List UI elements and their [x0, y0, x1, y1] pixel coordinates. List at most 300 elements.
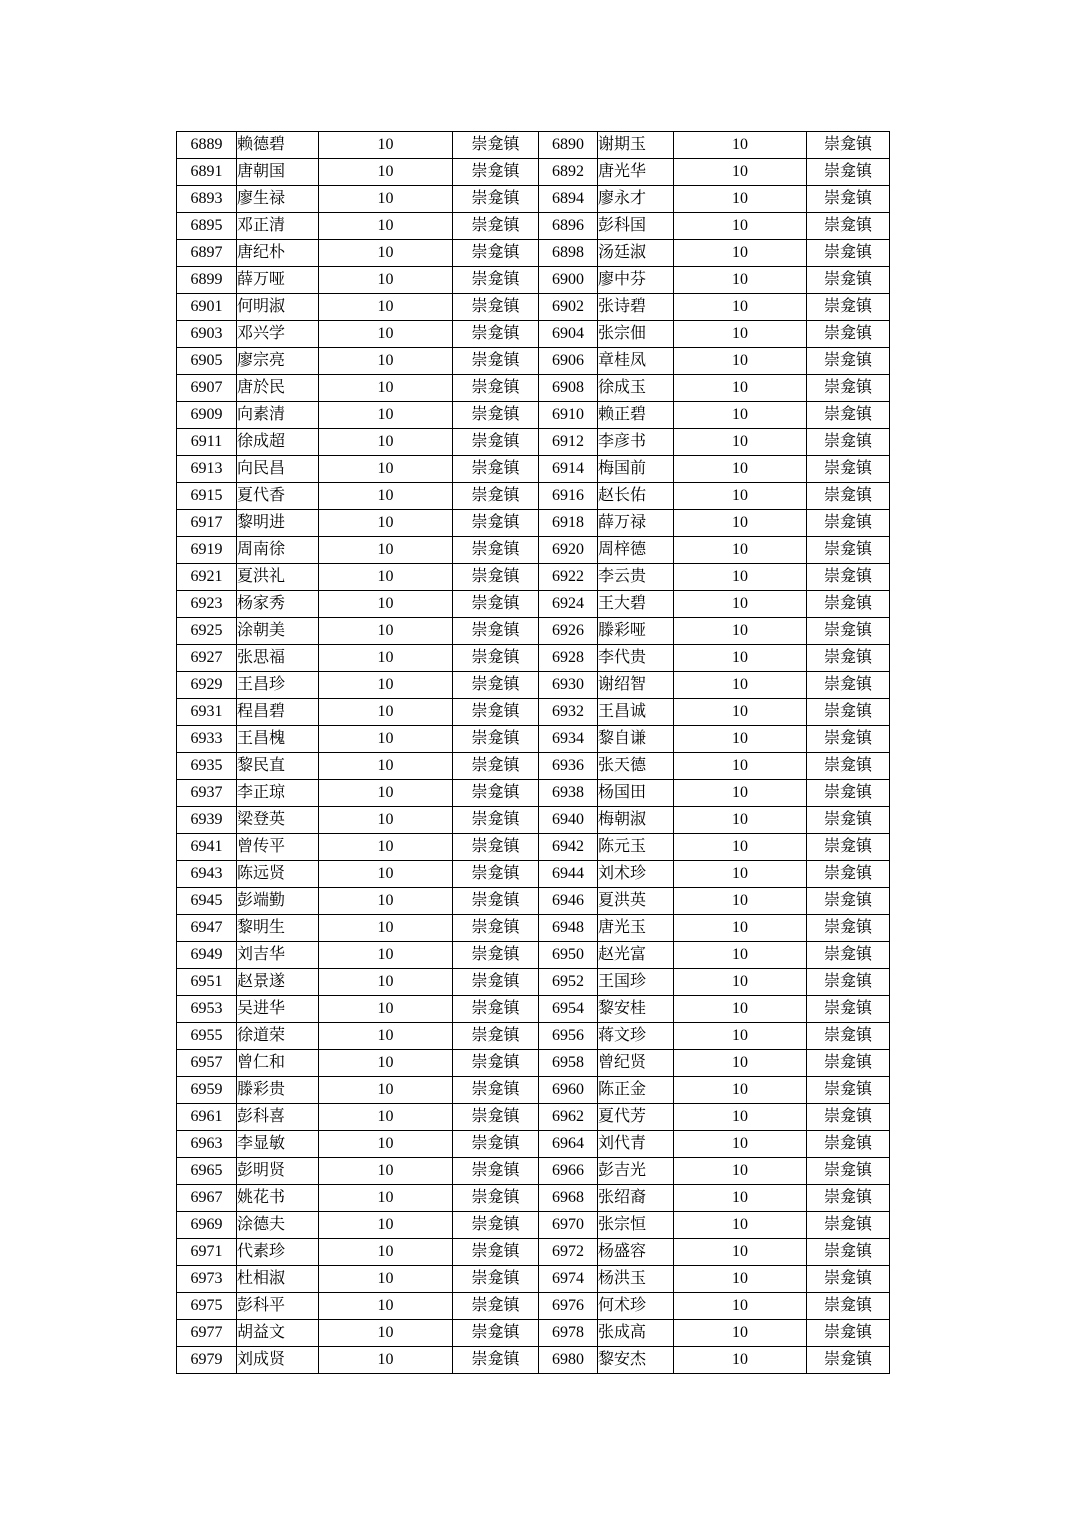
cell-amount-right: 10 [674, 1293, 807, 1320]
table-row [177, 159, 890, 186]
cell-name-left: 赵景遂 [237, 969, 319, 996]
cell-name-left: 邓兴学 [237, 321, 319, 348]
cell-town-left: 崇龛镇 [453, 861, 539, 888]
cell-id-left: 6917 [177, 510, 237, 537]
table-row [177, 402, 890, 429]
cell-town-left: 崇龛镇 [453, 132, 539, 159]
cell-amount-left: 10 [319, 1185, 453, 1212]
cell-id-left: 6979 [177, 1347, 237, 1374]
cell-amount-right: 10 [674, 564, 807, 591]
cell-amount-left: 10 [319, 996, 453, 1023]
cell-town-left: 崇龛镇 [453, 1266, 539, 1293]
cell-id-right: 6940 [539, 807, 598, 834]
cell-town-right: 崇龛镇 [807, 1320, 890, 1347]
cell-name-right: 薛万禄 [598, 510, 674, 537]
cell-id-right: 6978 [539, 1320, 598, 1347]
cell-name-left: 唐纪朴 [237, 240, 319, 267]
cell-id-right: 6936 [539, 753, 598, 780]
table-row [177, 483, 890, 510]
cell-town-right: 崇龛镇 [807, 807, 890, 834]
cell-amount-right: 10 [674, 699, 807, 726]
cell-name-left: 王昌珍 [237, 672, 319, 699]
cell-name-left: 张思福 [237, 645, 319, 672]
cell-name-right: 周梓德 [598, 537, 674, 564]
cell-name-right: 张天德 [598, 753, 674, 780]
cell-town-right: 崇龛镇 [807, 618, 890, 645]
cell-town-left: 崇龛镇 [453, 1104, 539, 1131]
cell-id-right: 6906 [539, 348, 598, 375]
cell-town-left: 崇龛镇 [453, 618, 539, 645]
cell-name-right: 夏洪英 [598, 888, 674, 915]
cell-amount-left: 10 [319, 321, 453, 348]
cell-amount-right: 10 [674, 1077, 807, 1104]
cell-amount-right: 10 [674, 672, 807, 699]
cell-amount-left: 10 [319, 1023, 453, 1050]
cell-id-right: 6910 [539, 402, 598, 429]
cell-id-left: 6957 [177, 1050, 237, 1077]
cell-id-right: 6918 [539, 510, 598, 537]
table-row [177, 1212, 890, 1239]
cell-id-right: 6974 [539, 1266, 598, 1293]
cell-amount-left: 10 [319, 1212, 453, 1239]
cell-town-left: 崇龛镇 [453, 1320, 539, 1347]
cell-id-right: 6894 [539, 186, 598, 213]
cell-amount-left: 10 [319, 915, 453, 942]
cell-amount-left: 10 [319, 618, 453, 645]
cell-name-left: 徐成超 [237, 429, 319, 456]
cell-amount-left: 10 [319, 1104, 453, 1131]
cell-name-left: 王昌槐 [237, 726, 319, 753]
cell-name-right: 徐成玉 [598, 375, 674, 402]
table-row [177, 537, 890, 564]
cell-town-right: 崇龛镇 [807, 1185, 890, 1212]
cell-amount-left: 10 [319, 1131, 453, 1158]
cell-town-right: 崇龛镇 [807, 834, 890, 861]
cell-id-right: 6930 [539, 672, 598, 699]
cell-town-left: 崇龛镇 [453, 510, 539, 537]
cell-amount-left: 10 [319, 132, 453, 159]
cell-amount-right: 10 [674, 1320, 807, 1347]
cell-name-right: 陈正金 [598, 1077, 674, 1104]
cell-id-left: 6959 [177, 1077, 237, 1104]
cell-town-left: 崇龛镇 [453, 915, 539, 942]
cell-town-right: 崇龛镇 [807, 186, 890, 213]
cell-id-left: 6965 [177, 1158, 237, 1185]
cell-amount-left: 10 [319, 1266, 453, 1293]
table-row [177, 213, 890, 240]
cell-amount-right: 10 [674, 1050, 807, 1077]
table-row [177, 1131, 890, 1158]
cell-town-right: 崇龛镇 [807, 429, 890, 456]
cell-amount-right: 10 [674, 132, 807, 159]
cell-id-right: 6892 [539, 159, 598, 186]
cell-town-right: 崇龛镇 [807, 753, 890, 780]
table-row [177, 645, 890, 672]
cell-name-left: 彭科喜 [237, 1104, 319, 1131]
cell-name-left: 周南徐 [237, 537, 319, 564]
cell-town-left: 崇龛镇 [453, 942, 539, 969]
cell-name-left: 曾仁和 [237, 1050, 319, 1077]
cell-name-left: 廖宗亮 [237, 348, 319, 375]
cell-town-left: 崇龛镇 [453, 1023, 539, 1050]
cell-town-right: 崇龛镇 [807, 267, 890, 294]
cell-amount-right: 10 [674, 861, 807, 888]
cell-name-right: 廖永才 [598, 186, 674, 213]
cell-id-left: 6945 [177, 888, 237, 915]
cell-name-right: 彭科国 [598, 213, 674, 240]
cell-id-left: 6971 [177, 1239, 237, 1266]
cell-amount-right: 10 [674, 294, 807, 321]
cell-amount-right: 10 [674, 483, 807, 510]
cell-id-right: 6952 [539, 969, 598, 996]
cell-amount-right: 10 [674, 591, 807, 618]
cell-name-left: 吴进华 [237, 996, 319, 1023]
cell-id-left: 6923 [177, 591, 237, 618]
cell-id-right: 6902 [539, 294, 598, 321]
cell-name-left: 陈远贤 [237, 861, 319, 888]
cell-town-left: 崇龛镇 [453, 267, 539, 294]
cell-name-right: 陈元玉 [598, 834, 674, 861]
table-row [177, 996, 890, 1023]
cell-town-left: 崇龛镇 [453, 672, 539, 699]
cell-amount-left: 10 [319, 591, 453, 618]
cell-amount-right: 10 [674, 402, 807, 429]
cell-town-right: 崇龛镇 [807, 456, 890, 483]
cell-amount-left: 10 [319, 267, 453, 294]
cell-town-left: 崇龛镇 [453, 537, 539, 564]
cell-name-right: 曾纪贤 [598, 1050, 674, 1077]
cell-town-left: 崇龛镇 [453, 699, 539, 726]
cell-amount-left: 10 [319, 1158, 453, 1185]
cell-name-left: 杜相淑 [237, 1266, 319, 1293]
cell-town-right: 崇龛镇 [807, 1239, 890, 1266]
cell-id-left: 6897 [177, 240, 237, 267]
cell-town-right: 崇龛镇 [807, 1158, 890, 1185]
table-row [177, 294, 890, 321]
cell-id-left: 6905 [177, 348, 237, 375]
cell-amount-right: 10 [674, 1131, 807, 1158]
cell-name-left: 涂朝美 [237, 618, 319, 645]
cell-name-left: 黎明生 [237, 915, 319, 942]
cell-name-right: 谢期玉 [598, 132, 674, 159]
cell-name-right: 汤廷淑 [598, 240, 674, 267]
cell-amount-right: 10 [674, 618, 807, 645]
cell-town-right: 崇龛镇 [807, 996, 890, 1023]
cell-id-left: 6955 [177, 1023, 237, 1050]
cell-town-left: 崇龛镇 [453, 1185, 539, 1212]
cell-name-right: 张绍裔 [598, 1185, 674, 1212]
cell-town-left: 崇龛镇 [453, 1077, 539, 1104]
cell-id-right: 6968 [539, 1185, 598, 1212]
cell-id-left: 6953 [177, 996, 237, 1023]
cell-name-left: 刘吉华 [237, 942, 319, 969]
cell-id-right: 6946 [539, 888, 598, 915]
cell-id-right: 6962 [539, 1104, 598, 1131]
cell-amount-left: 10 [319, 1320, 453, 1347]
cell-id-right: 6938 [539, 780, 598, 807]
cell-id-right: 6904 [539, 321, 598, 348]
cell-id-right: 6900 [539, 267, 598, 294]
cell-town-left: 崇龛镇 [453, 1293, 539, 1320]
table-row [177, 429, 890, 456]
cell-name-left: 唐朝国 [237, 159, 319, 186]
cell-id-right: 6980 [539, 1347, 598, 1374]
cell-name-left: 邓正清 [237, 213, 319, 240]
cell-town-right: 崇龛镇 [807, 915, 890, 942]
cell-amount-right: 10 [674, 321, 807, 348]
cell-id-right: 6970 [539, 1212, 598, 1239]
cell-amount-right: 10 [674, 780, 807, 807]
cell-amount-right: 10 [674, 726, 807, 753]
cell-id-right: 6890 [539, 132, 598, 159]
cell-name-right: 张诗碧 [598, 294, 674, 321]
document-page [176, 131, 890, 1374]
cell-amount-right: 10 [674, 1266, 807, 1293]
cell-id-left: 6947 [177, 915, 237, 942]
cell-id-left: 6937 [177, 780, 237, 807]
cell-town-right: 崇龛镇 [807, 132, 890, 159]
table-row [177, 267, 890, 294]
cell-town-right: 崇龛镇 [807, 510, 890, 537]
cell-name-right: 章桂凤 [598, 348, 674, 375]
table-row [177, 915, 890, 942]
cell-amount-right: 10 [674, 375, 807, 402]
cell-name-left: 廖生禄 [237, 186, 319, 213]
cell-town-right: 崇龛镇 [807, 1131, 890, 1158]
cell-name-left: 赖德碧 [237, 132, 319, 159]
cell-name-right: 彭吉光 [598, 1158, 674, 1185]
cell-name-left: 代素珍 [237, 1239, 319, 1266]
cell-amount-left: 10 [319, 240, 453, 267]
cell-amount-right: 10 [674, 1212, 807, 1239]
cell-id-right: 6964 [539, 1131, 598, 1158]
cell-name-left: 杨家秀 [237, 591, 319, 618]
cell-name-left: 彭科平 [237, 1293, 319, 1320]
table-row [177, 1293, 890, 1320]
cell-amount-left: 10 [319, 1293, 453, 1320]
cell-amount-left: 10 [319, 402, 453, 429]
cell-amount-right: 10 [674, 456, 807, 483]
cell-amount-left: 10 [319, 969, 453, 996]
table-row [177, 1050, 890, 1077]
cell-name-right: 廖中芬 [598, 267, 674, 294]
cell-town-right: 崇龛镇 [807, 1266, 890, 1293]
cell-name-right: 杨国田 [598, 780, 674, 807]
cell-id-right: 6896 [539, 213, 598, 240]
cell-amount-right: 10 [674, 240, 807, 267]
cell-id-right: 6920 [539, 537, 598, 564]
cell-id-right: 6916 [539, 483, 598, 510]
cell-town-right: 崇龛镇 [807, 402, 890, 429]
cell-id-left: 6969 [177, 1212, 237, 1239]
cell-name-right: 梅朝淑 [598, 807, 674, 834]
table-row [177, 672, 890, 699]
cell-town-left: 崇龛镇 [453, 294, 539, 321]
cell-id-left: 6935 [177, 753, 237, 780]
cell-amount-left: 10 [319, 456, 453, 483]
table-row [177, 1158, 890, 1185]
cell-town-left: 崇龛镇 [453, 321, 539, 348]
cell-amount-left: 10 [319, 672, 453, 699]
cell-name-left: 彭明贤 [237, 1158, 319, 1185]
cell-name-left: 程昌碧 [237, 699, 319, 726]
cell-town-right: 崇龛镇 [807, 1347, 890, 1374]
cell-amount-left: 10 [319, 483, 453, 510]
cell-name-right: 张宗佃 [598, 321, 674, 348]
roster-table [176, 131, 890, 1374]
cell-id-left: 6943 [177, 861, 237, 888]
table-row [177, 375, 890, 402]
cell-id-left: 6889 [177, 132, 237, 159]
cell-name-left: 滕彩贵 [237, 1077, 319, 1104]
cell-amount-left: 10 [319, 186, 453, 213]
cell-id-right: 6950 [539, 942, 598, 969]
cell-id-left: 6973 [177, 1266, 237, 1293]
cell-id-right: 6948 [539, 915, 598, 942]
cell-town-right: 崇龛镇 [807, 321, 890, 348]
cell-town-right: 崇龛镇 [807, 348, 890, 375]
cell-amount-right: 10 [674, 996, 807, 1023]
cell-name-right: 唐光玉 [598, 915, 674, 942]
cell-amount-left: 10 [319, 1239, 453, 1266]
table-row [177, 1077, 890, 1104]
table-body [177, 132, 890, 1374]
cell-id-left: 6893 [177, 186, 237, 213]
cell-amount-right: 10 [674, 348, 807, 375]
cell-name-right: 梅国前 [598, 456, 674, 483]
cell-amount-right: 10 [674, 834, 807, 861]
cell-amount-left: 10 [319, 564, 453, 591]
cell-name-left: 何明淑 [237, 294, 319, 321]
cell-id-right: 6956 [539, 1023, 598, 1050]
cell-town-right: 崇龛镇 [807, 1104, 890, 1131]
table-row [177, 132, 890, 159]
cell-name-right: 滕彩哑 [598, 618, 674, 645]
cell-id-left: 6933 [177, 726, 237, 753]
cell-town-left: 崇龛镇 [453, 186, 539, 213]
cell-name-right: 黎安桂 [598, 996, 674, 1023]
cell-id-right: 6922 [539, 564, 598, 591]
cell-town-left: 崇龛镇 [453, 429, 539, 456]
cell-amount-right: 10 [674, 942, 807, 969]
table-row [177, 510, 890, 537]
cell-name-right: 刘术珍 [598, 861, 674, 888]
cell-town-left: 崇龛镇 [453, 753, 539, 780]
table-row [177, 699, 890, 726]
cell-town-right: 崇龛镇 [807, 1050, 890, 1077]
table-row [177, 780, 890, 807]
cell-amount-right: 10 [674, 915, 807, 942]
cell-town-left: 崇龛镇 [453, 1212, 539, 1239]
cell-id-right: 6914 [539, 456, 598, 483]
cell-id-right: 6944 [539, 861, 598, 888]
table-row [177, 1266, 890, 1293]
cell-name-right: 夏代芳 [598, 1104, 674, 1131]
cell-amount-left: 10 [319, 1347, 453, 1374]
cell-amount-right: 10 [674, 888, 807, 915]
cell-amount-left: 10 [319, 942, 453, 969]
cell-id-right: 6942 [539, 834, 598, 861]
cell-name-left: 夏代香 [237, 483, 319, 510]
cell-amount-left: 10 [319, 888, 453, 915]
table-row [177, 1347, 890, 1374]
cell-town-right: 崇龛镇 [807, 375, 890, 402]
cell-id-left: 6927 [177, 645, 237, 672]
cell-town-right: 崇龛镇 [807, 969, 890, 996]
cell-amount-right: 10 [674, 969, 807, 996]
cell-town-left: 崇龛镇 [453, 1158, 539, 1185]
table-row [177, 1104, 890, 1131]
cell-amount-right: 10 [674, 537, 807, 564]
cell-amount-left: 10 [319, 861, 453, 888]
cell-town-right: 崇龛镇 [807, 483, 890, 510]
cell-name-left: 曾传平 [237, 834, 319, 861]
cell-id-right: 6960 [539, 1077, 598, 1104]
cell-town-left: 崇龛镇 [453, 834, 539, 861]
cell-town-right: 崇龛镇 [807, 213, 890, 240]
cell-name-left: 唐於民 [237, 375, 319, 402]
cell-town-right: 崇龛镇 [807, 1293, 890, 1320]
cell-name-right: 黎安杰 [598, 1347, 674, 1374]
cell-name-left: 李显敏 [237, 1131, 319, 1158]
cell-amount-left: 10 [319, 375, 453, 402]
cell-name-right: 蒋文珍 [598, 1023, 674, 1050]
cell-amount-left: 10 [319, 1077, 453, 1104]
table-row [177, 888, 890, 915]
cell-amount-left: 10 [319, 510, 453, 537]
cell-amount-right: 10 [674, 510, 807, 537]
cell-amount-left: 10 [319, 294, 453, 321]
cell-amount-right: 10 [674, 267, 807, 294]
cell-id-left: 6967 [177, 1185, 237, 1212]
cell-town-right: 崇龛镇 [807, 1023, 890, 1050]
cell-town-left: 崇龛镇 [453, 456, 539, 483]
cell-amount-left: 10 [319, 645, 453, 672]
cell-id-right: 6924 [539, 591, 598, 618]
cell-amount-left: 10 [319, 753, 453, 780]
cell-id-left: 6907 [177, 375, 237, 402]
cell-name-right: 李彦书 [598, 429, 674, 456]
cell-id-left: 6915 [177, 483, 237, 510]
cell-town-left: 崇龛镇 [453, 888, 539, 915]
cell-name-left: 李正琼 [237, 780, 319, 807]
cell-id-left: 6891 [177, 159, 237, 186]
cell-town-right: 崇龛镇 [807, 645, 890, 672]
cell-name-left: 向民昌 [237, 456, 319, 483]
cell-amount-right: 10 [674, 645, 807, 672]
table-row [177, 186, 890, 213]
cell-town-right: 崇龛镇 [807, 159, 890, 186]
cell-name-left: 黎民直 [237, 753, 319, 780]
table-row [177, 969, 890, 996]
cell-name-right: 杨洪玉 [598, 1266, 674, 1293]
cell-id-right: 6954 [539, 996, 598, 1023]
cell-town-right: 崇龛镇 [807, 294, 890, 321]
cell-name-left: 薛万哑 [237, 267, 319, 294]
table-row [177, 753, 890, 780]
cell-name-right: 王大碧 [598, 591, 674, 618]
cell-town-right: 崇龛镇 [807, 1212, 890, 1239]
cell-town-left: 崇龛镇 [453, 1239, 539, 1266]
cell-amount-right: 10 [674, 429, 807, 456]
cell-name-left: 梁登英 [237, 807, 319, 834]
cell-name-right: 王昌诚 [598, 699, 674, 726]
cell-id-left: 6939 [177, 807, 237, 834]
cell-amount-left: 10 [319, 213, 453, 240]
cell-id-left: 6929 [177, 672, 237, 699]
cell-id-left: 6977 [177, 1320, 237, 1347]
cell-amount-right: 10 [674, 1158, 807, 1185]
